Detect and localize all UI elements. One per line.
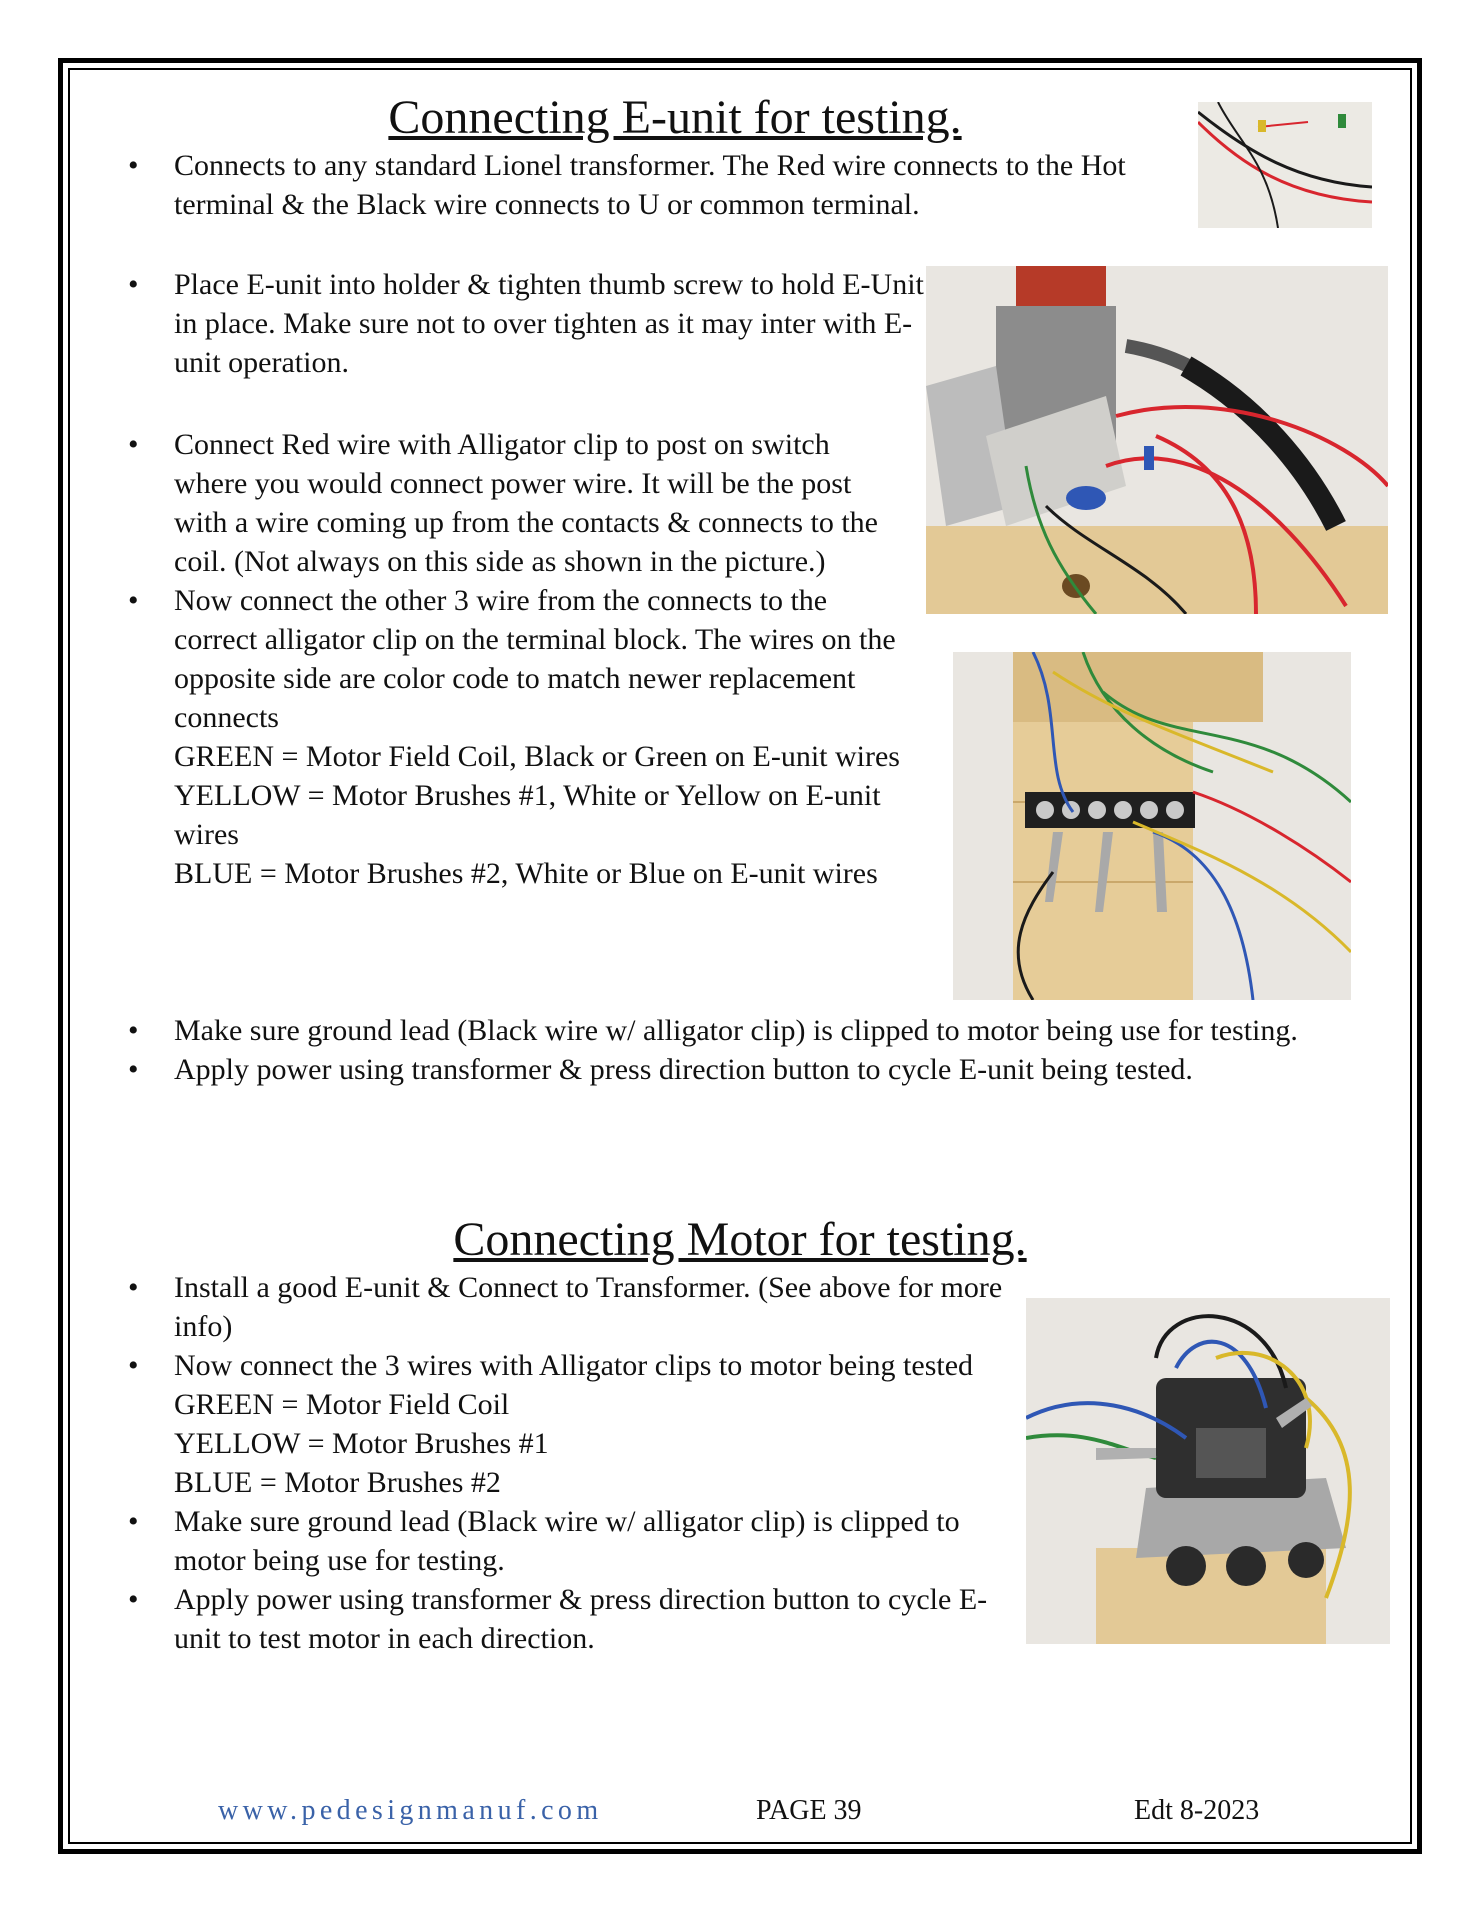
- e-unit-bullet-list-b: [128, 265, 928, 382]
- footer-website-link[interactable]: www.pedesignmanuf.com: [218, 1795, 603, 1826]
- bullet-red-wire: • Connect Red wire with Alligator clip to post on switch where you would connect power wire. It will be the post with a wire coming up from the contacts & connects to the coil. (Not always on this side as shown in the picture.): [128, 425, 908, 581]
- color-code-green: GREEN = Motor Field Coil, Black or Green on E-unit wires: [174, 740, 900, 773]
- bullet-motor-ground-lead: • Make sure ground lead (Black wire w/ alligator clip) is clipped to motor being use for testing.: [128, 1502, 1008, 1580]
- color-code-blue: BLUE = Motor Brushes #2, White or Blue on E-unit wires: [174, 857, 878, 890]
- bullet-ground-lead: • Make sure ground lead (Black wire w/ alligator clip) is clipped to motor being use for testing.: [128, 1011, 1328, 1050]
- e-unit-bullet-list-d: [128, 1011, 1328, 1089]
- bullet-connect-three-wires: • Now connect the 3 wires with Alligator clips to motor being tested GREEN = Motor Field Coil YELLOW = Motor Brushes #1 BLUE = Motor Brushes #2: [128, 1346, 1008, 1502]
- section-title-e-unit: Connecting E-unit for testing.: [388, 91, 962, 144]
- photo-wire-leads: [1198, 102, 1372, 228]
- motor-bullet-list: [128, 1268, 1008, 1658]
- e-unit-bullet-list-a: [128, 146, 1178, 224]
- motor-color-code-yellow: YELLOW = Motor Brushes #1: [174, 1427, 549, 1460]
- bullet-three-wires: • Now connect the other 3 wire from the connects to the correct alligator clip on the terminal block. The wires on the opposite side are color code to match newer replacement connects GREEN = Motor Field Coil, Black or Green on E-unit wires YELLOW = Motor Brushes #1, White or Yellow on E-unit wires BLUE = Motor Brushes #2, White or Blue on E-unit wires: [128, 581, 908, 893]
- footer-page-number: PAGE 39: [756, 1795, 862, 1826]
- bullet-motor-apply-power: • Apply power using transformer & press direction button to cycle E-unit to test motor in each direction.: [128, 1580, 1008, 1658]
- photo-terminal-block: [953, 652, 1351, 1000]
- footer-edition: Edt 8-2023: [1134, 1795, 1260, 1826]
- photo-motor: [1026, 1298, 1390, 1644]
- e-unit-bullet-list-c: [128, 425, 908, 893]
- bullet-install-e-unit: • Install a good E-unit & Connect to Transformer. (See above for more info): [128, 1268, 1008, 1346]
- motor-color-code-green: GREEN = Motor Field Coil: [174, 1388, 510, 1421]
- motor-color-code-blue: BLUE = Motor Brushes #2: [174, 1466, 501, 1499]
- color-code-yellow: YELLOW = Motor Brushes #1, White or Yellow on E-unit wires: [174, 779, 881, 851]
- photo-e-unit-holder: [926, 266, 1388, 614]
- bullet-transformer: • Connects to any standard Lionel transformer. The Red wire connects to the Hot terminal & the Black wire connects to U or common terminal.: [128, 146, 1178, 224]
- section-title-motor: Connecting Motor for testing.: [453, 1213, 1027, 1266]
- bullet-holder: • Place E-unit into holder & tighten thumb screw to hold E-Unit in place. Make sure not to over tighten as it may inter with E-unit operation.: [128, 265, 928, 382]
- bullet-apply-power: • Apply power using transformer & press direction button to cycle E-unit being tested.: [128, 1050, 1328, 1089]
